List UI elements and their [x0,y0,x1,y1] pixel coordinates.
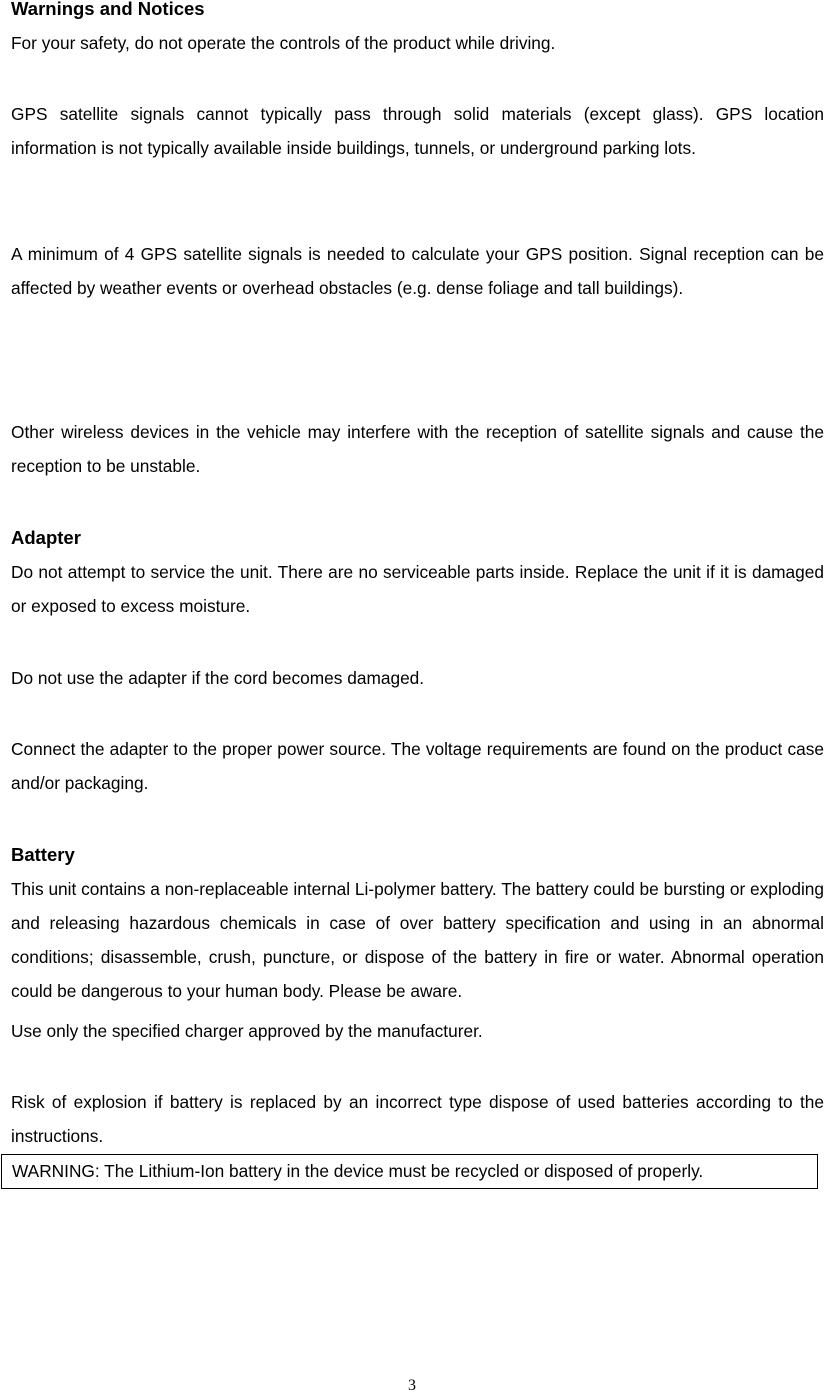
warnings-paragraph-gps-materials: GPS satellite signals cannot typically pass through solid materials (except glass). GPS location information is not typically available inside buildings, tunnels, or underground parking lots. [11,104,824,158]
warnings-heading: Warnings and Notices [11,0,205,19]
adapter-paragraph-service: Do not attempt to service the unit. There are no serviceable parts inside. Replace the unit if it is damaged or exposed to excess moisture. [11,562,824,616]
battery-paragraph-charger: Use only the specified charger approved by the manufacturer. [11,1021,483,1041]
adapter-heading: Adapter [11,527,81,548]
battery-warning-box [1,1154,818,1189]
battery-paragraph-internal: This unit contains a non-replaceable internal Li-polymer battery. The battery could be bursting or exploding and releasing hazardous chemicals in case of over battery specification and using in an abnormal conditions; disassemble, crush, puncture, or dispose of the battery in fire or water. Abnormal operation could be dangerous to your human body. Please be aware. [11,879,824,1001]
battery-paragraph-explosion: Risk of explosion if battery is replaced by an incorrect type dispose of used batteries according to the instructions. [11,1092,824,1146]
warnings-paragraph-wireless: Other wireless devices in the vehicle may interfere with the reception of satellite signals and cause the reception to be unstable. [11,422,824,476]
warnings-paragraph-driving: For your safety, do not operate the controls of the product while driving. [11,33,556,53]
page-number: 3 [408,1377,416,1394]
adapter-paragraph-power: Connect the adapter to the proper power source. The voltage requirements are found on the product case and/or packaging. [11,739,824,793]
battery-heading: Battery [11,844,75,865]
warnings-paragraph-gps-minimum: A minimum of 4 GPS satellite signals is needed to calculate your GPS position. Signal reception can be affected by weather events or overhead obstacles (e.g. dense foliage and tall buildings). [11,244,824,298]
adapter-paragraph-cord: Do not use the adapter if the cord becomes damaged. [11,668,425,688]
battery-warning-text: WARNING: The Lithium-Ion battery in the device must be recycled or disposed of properly. [12,1161,704,1181]
